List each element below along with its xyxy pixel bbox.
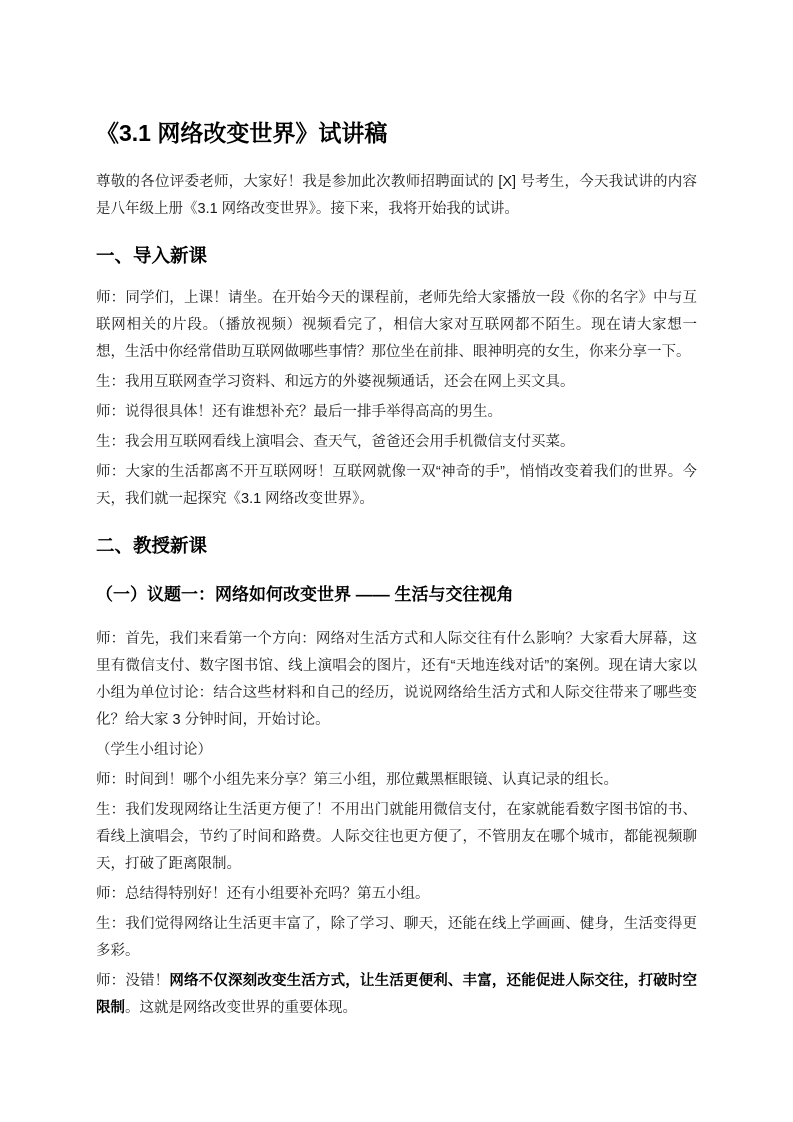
stage-direction: （学生小组讨论） (96, 742, 212, 758)
summary-suffix: 。这就是网络改变世界的重要体现。 (125, 1000, 357, 1016)
section-1-heading: 一、导入新课 (96, 245, 208, 266)
dialogue-student-2: 生：我会用互联网看线上演唱会、查天气，爸爸还会用手机微信支付买菜。 (96, 434, 575, 450)
dialogue-student-4: 生：我们觉得网络让生活更丰富了，除了学习、聊天，还能在线上学画画、健身，生活变得更多彩。 (96, 916, 697, 959)
summary-bold-statement: 网络不仅深刻改变生活方式，让生活更便利、丰富，还能促进人际交往，打破时空限制 (96, 973, 697, 1016)
dialogue-teacher-6: 师：总结得特别好！还有小组要补充吗？第五小组。 (96, 886, 430, 902)
dialogue-teacher-summary (96, 968, 697, 1022)
document-title: 《3.1 网络改变世界》试讲稿 (96, 120, 388, 146)
summary-prefix: 师：没错！ (96, 973, 170, 989)
section-2-heading: 二、教授新课 (96, 535, 208, 556)
dialogue-teacher-1: 师：同学们，上课！请坐。在开始今天的课程前，老师先给大家播放一段《你的名字》中与互联网相关的片段。（播放视频）视频看完了，相信大家对互联网都不陌生。现在请大家想一想，生活中你经常借助互联网做哪些事情？那位坐在前排、眼神明亮的女生，你来分享一下。 (96, 290, 697, 360)
intro-paragraph: 尊敬的各位评委老师，大家好！我是参加此次教师招聘面试的 [X] 号考生，今天我试讲的内容是八年级上册《3.1 网络改变世界》。接下来，我将开始我的试讲。 (96, 174, 697, 217)
dialogue-student-3: 生：我们发现网络让生活更方便了！不用出门就能用微信支付，在家就能看数字图书馆的书、看线上演唱会，节约了时间和路费。人际交往也更方便了，不管朋友在哪个城市，都能视频聊天，打破了距离限制。 (96, 802, 697, 872)
dialogue-teacher-2: 师：说得很具体！还有谁想补充？最后一排手举得高高的男生。 (96, 404, 502, 420)
dialogue-teacher-4: 师：首先，我们来看第一个方向：网络对生活方式和人际交往有什么影响？大家看大屏幕，这里有微信支付、数字图书馆、线上演唱会的图片，还有“天地连线对话”的案例。现在请大家以小组为单位讨论：结合这些材料和自己的经历，说说网络给生活方式和人际交往带来了哪些变化？给大家 3 分钟时间，开始讨论。 (96, 631, 697, 728)
dialogue-teacher-5: 师：时间到！哪个小组先来分享？第三小组，那位戴黑框眼镜、认真记录的组长。 (96, 772, 618, 788)
dialogue-teacher-3: 师：大家的生活都离不开互联网呀！互联网就像一双“神奇的手”，悄悄改变着我们的世界。今天，我们就一起探究《3.1 网络改变世界》。 (96, 464, 697, 507)
dialogue-student-1: 生：我用互联网查学习资料、和远方的外婆视频通话，还会在网上买文具。 (96, 374, 575, 390)
topic-1-heading: （一）议题一：网络如何改变世界 —— 生活与交往视角 (96, 585, 514, 604)
